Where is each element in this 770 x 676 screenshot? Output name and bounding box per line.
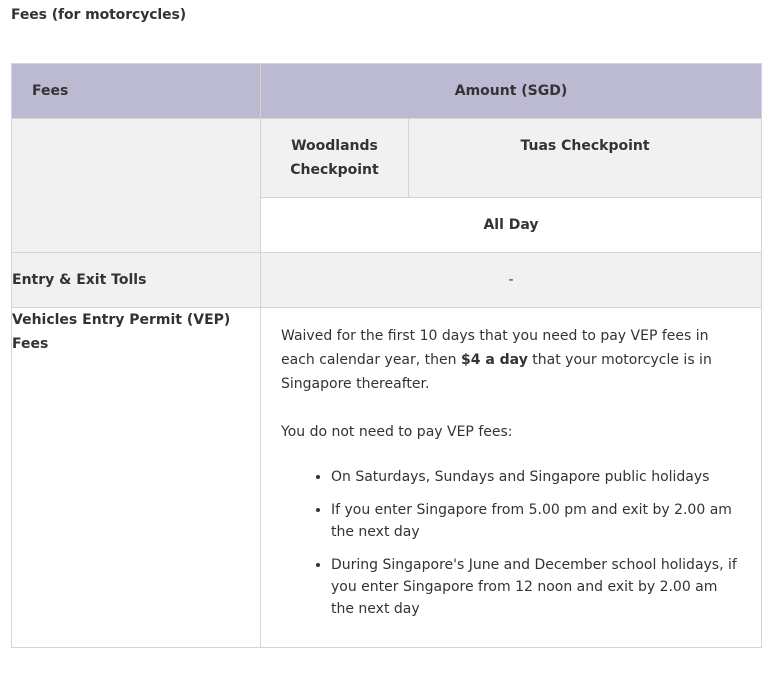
row-label-tolls: Entry & Exit Tolls (12, 253, 261, 308)
empty-subheader-cell (12, 119, 261, 253)
vep-intro-text: Waived for the first 10 days that you need to pay VEP fees in each calendar year, then (281, 328, 709, 368)
vep-no-fee-intro: You do not need to pay VEP fees: (281, 424, 513, 440)
vep-daily-fee: $4 a day (460, 352, 528, 368)
row-value-tolls: - (261, 253, 762, 308)
table-header-row (12, 64, 762, 119)
vep-intro-text-end: that your motorcycle is in Singapore thereafter. (281, 352, 712, 392)
row-label-vep: Vehicles Entry Permit (VEP) Fees (12, 308, 261, 648)
vep-intro (281, 324, 741, 396)
subheader-row (12, 119, 762, 198)
list-item: • During Singapore's June and December school holidays, if you enter Singapore from 12 noon and exit by 2.00 am the next day (331, 554, 741, 620)
table-row (12, 308, 762, 648)
list-item: • If you enter Singapore from 5.00 pm and exit by 2.00 am the next day (331, 499, 741, 543)
header-fees: Fees (12, 64, 261, 119)
list-item: • On Saturdays, Sundays and Singapore public holidays (331, 466, 741, 488)
subheader-tuas: Tuas Checkpoint (409, 119, 762, 198)
vep-conditions-list (281, 466, 741, 620)
table-row (12, 253, 762, 308)
row-value-vep (261, 308, 762, 648)
header-amount: Amount (SGD) (261, 64, 762, 119)
subheader-all-day: All Day (261, 198, 762, 253)
fees-table (11, 63, 762, 648)
page-title: Fees (for motorcycles) (11, 7, 187, 23)
subheader-woodlands: Woodlands Checkpoint (261, 119, 409, 198)
